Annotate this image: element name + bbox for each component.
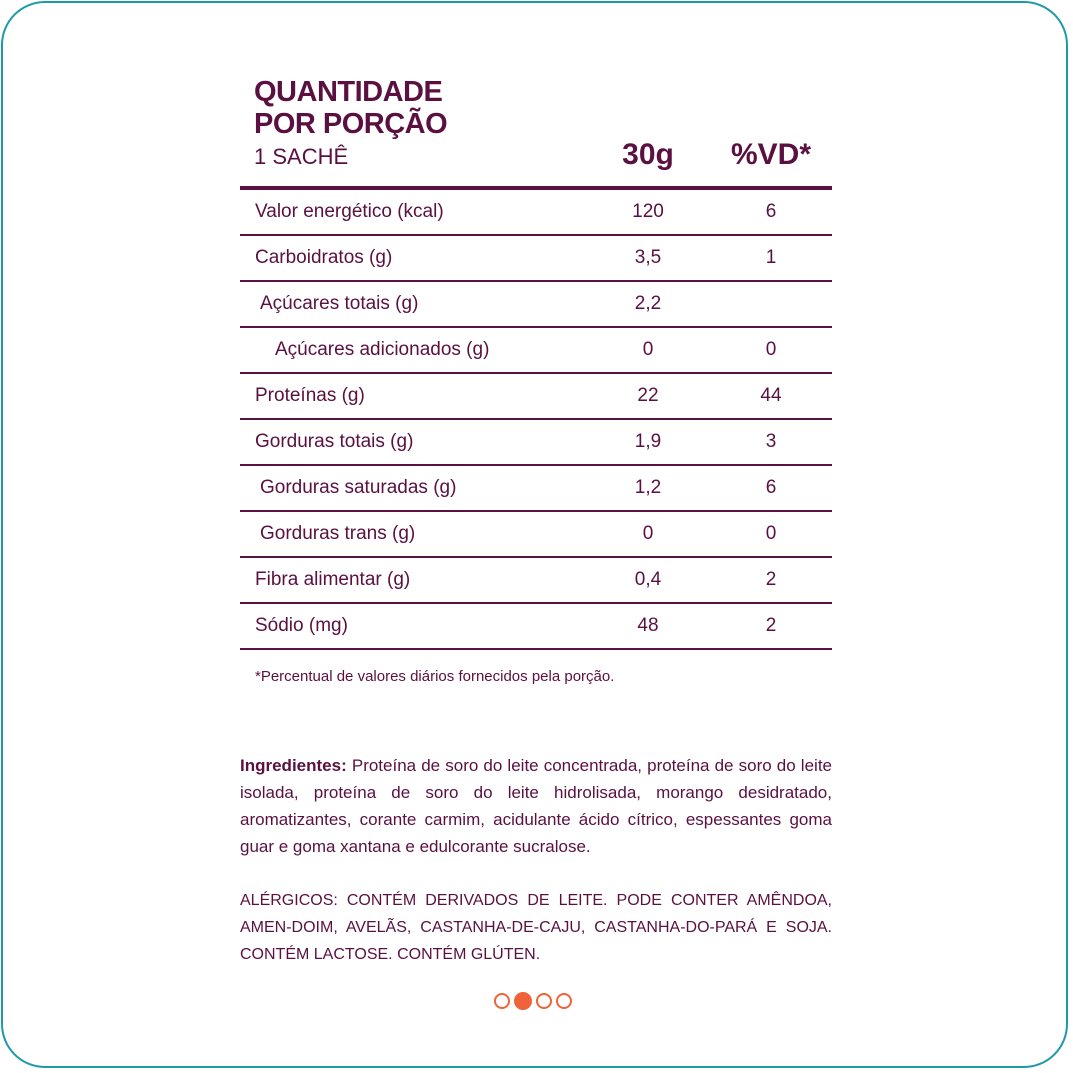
nutrient-vd: 1	[765, 247, 777, 268]
table-row	[240, 512, 832, 558]
nutrient-vd: 6	[765, 477, 777, 498]
nutrient-label: Carboidratos (g)	[255, 247, 393, 268]
table-row	[240, 190, 832, 236]
nutrient-label: Valor energético (kcal)	[255, 201, 444, 222]
amount-column-header: 30g	[622, 138, 674, 171]
nutrient-amount: 2,2	[634, 293, 662, 314]
nutrient-vd: 3	[765, 431, 777, 452]
nutrient-vd: 6	[765, 201, 777, 222]
table-header	[240, 76, 832, 186]
nutrient-amount: 0,4	[634, 569, 662, 590]
nutrient-vd: 2	[765, 615, 777, 636]
title-line-1: QUANTIDADE	[254, 76, 443, 108]
nutrient-label: Sódio (mg)	[255, 615, 348, 636]
pagination-dot[interactable]	[494, 993, 510, 1009]
nutrient-vd: 0	[765, 523, 777, 544]
nutrient-amount: 22	[637, 385, 659, 406]
vd-column-header: %VD*	[730, 138, 812, 171]
serving-size: 1 SACHÊ	[254, 144, 349, 169]
pagination-dot-active[interactable]	[514, 992, 532, 1010]
ingredients-paragraph	[240, 752, 832, 860]
nutrient-label: Proteínas (g)	[255, 385, 365, 406]
carousel-pagination	[494, 993, 572, 1010]
nutrient-label: Gorduras totais (g)	[255, 431, 414, 452]
title-line-2: POR PORÇÃO	[254, 108, 448, 140]
nutrient-label: Gorduras trans (g)	[260, 523, 416, 544]
nutrient-amount: 0	[642, 523, 654, 544]
nutrient-amount: 0	[642, 339, 654, 360]
ingredients-text: Proteína de soro do leite concentrada, proteína de soro do leite isolada, proteína de soro do leite hidrolisada, morango desidratado, aromatizantes, corante carmim, acidulante ácido cítrico, espessantes goma guar e goma xantana e edulcorante sucralose.	[240, 756, 832, 856]
table-row	[240, 604, 832, 650]
table-row	[240, 466, 832, 512]
nutrient-amount: 3,5	[634, 247, 662, 268]
nutrient-amount: 120	[632, 201, 664, 222]
nutrition-table	[240, 76, 832, 685]
table-row	[240, 558, 832, 604]
pagination-dot[interactable]	[536, 993, 552, 1009]
nutrient-label: Açúcares adicionados (g)	[275, 339, 490, 360]
pagination-dot[interactable]	[556, 993, 572, 1009]
allergens-paragraph: ALÉRGICOS: CONTÉM DERIVADOS DE LEITE. PODE CONTER AMÊNDOA, AMEN-DOIM, AVELÃS, CASTANHA-DE-CAJU, CASTANHA-DO-PARÁ E SOJA. CONTÉM LACTOSE. CONTÉM GLÚTEN.	[240, 892, 832, 963]
nutrient-vd: 0	[765, 339, 777, 360]
nutrient-label: Fibra alimentar (g)	[255, 569, 411, 590]
nutrient-vd: 44	[760, 385, 782, 406]
nutrient-amount: 1,9	[634, 431, 662, 452]
nutrient-amount: 1,2	[634, 477, 662, 498]
ingredients-label: Ingredientes:	[240, 756, 347, 775]
table-row	[240, 236, 832, 282]
table-row	[240, 420, 832, 466]
vd-footnote: *Percentual de valores diários fornecidos pela porção.	[255, 668, 615, 685]
table-row	[240, 374, 832, 420]
nutrient-label: Gorduras saturadas (g)	[260, 477, 457, 498]
table-title	[254, 76, 554, 140]
nutrient-vd: 2	[765, 569, 777, 590]
table-row	[240, 328, 832, 374]
nutrient-label: Açúcares totais (g)	[260, 293, 419, 314]
nutrient-amount: 48	[637, 615, 659, 636]
table-row	[240, 282, 832, 328]
